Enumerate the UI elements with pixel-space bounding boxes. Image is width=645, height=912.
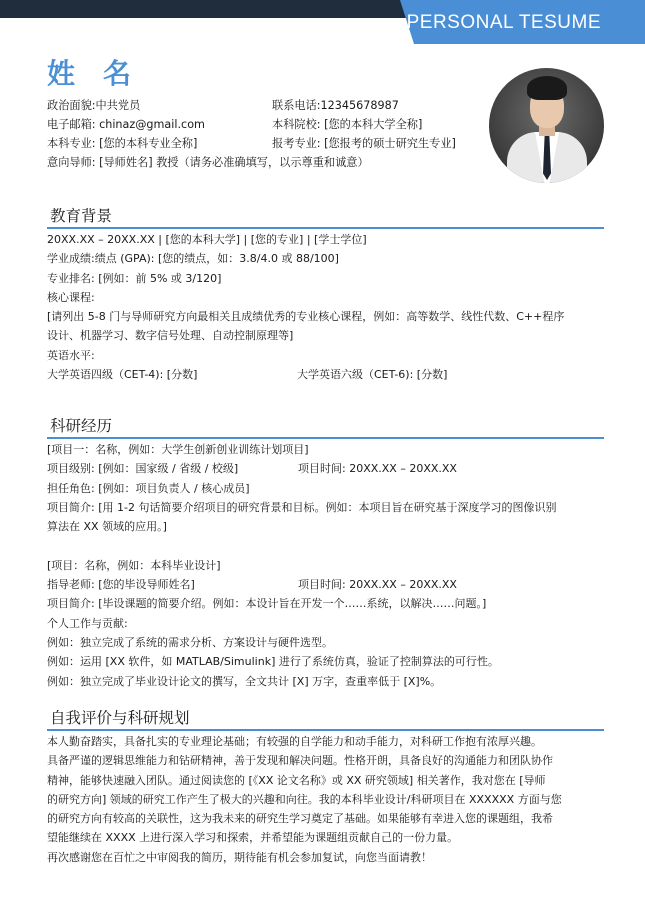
project-2-intro: 项目简介: [毕设课题的简要介绍。例如：本设计旨在开发一个……系统，以解决……问题。] — [47, 597, 487, 611]
project-1-level: 项目级别: [例如：国家级 / 省级 / 校级] — [47, 462, 239, 476]
top-dark-bar — [0, 0, 440, 18]
core-courses-line-2: 设计、机器学习、数字信号处理、自动控制原理等] — [47, 329, 294, 343]
section-title: 教育背景 — [50, 207, 113, 225]
education-section — [47, 206, 605, 384]
gpa: 学业成绩:绩点 (GPA): [您的绩点，如：3.8/4.0 或 88/100] — [47, 252, 339, 266]
research-section — [47, 416, 605, 691]
email-address: 电子邮箱: chinaz@gmail.com — [47, 118, 205, 131]
cet4-score: 大学英语四级（CET-4): [分数] — [47, 368, 198, 382]
project-2-name: [项目：名称，例如：本科毕业设计] — [47, 558, 221, 572]
project-1-name: [项目一：名称，例如：大学生创新创业训练计划项目] — [47, 443, 309, 456]
core-courses-label: 核心课程: — [47, 290, 95, 304]
self-evaluation-section — [47, 708, 605, 867]
project-1-time: 项目时间: 20XX.XX – 20XX.XX — [298, 462, 457, 476]
self-eval-line-5: 的研究方向有较高的关联性，这为我未来的研究生学习奠定了基础。如果能够有幸进入您的课题组，我希 — [47, 812, 553, 826]
project-2-example-2: 例如：运用 [XX 软件，如 MATLAB/Simulink] 进行了系统仿真，验证了控制算法的可行性。 — [47, 655, 499, 669]
project-2-time: 项目时间: 20XX.XX – 20XX.XX — [298, 578, 457, 592]
undergrad-school: 本科院校: [您的本科大学全称] — [272, 118, 423, 131]
self-eval-line-1: 本人勤奋踏实，具备扎实的专业理论基础；有较强的自学能力和动手能力，对科研工作抱有浓厚兴趣。 — [47, 735, 542, 748]
project-1-intro-line-2: 算法在 XX 领域的应用。] — [47, 520, 167, 534]
self-eval-line-2: 具备严谨的逻辑思维能力和钻研精神，善于发现和解决问题。性格开朗，具备良好的沟通能力和团队协作 — [47, 754, 553, 768]
project-2-contribution-label: 个人工作与贡献: — [47, 616, 128, 630]
phone-number: 联系电话:12345678987 — [272, 99, 399, 112]
personal-info — [47, 97, 487, 171]
education-period: 20XX.XX – 20XX.XX | [您的本科大学] | [您的专业] | [学士学位] — [47, 233, 367, 246]
undergrad-major: 本科专业: [您的本科专业全称] — [47, 137, 198, 150]
project-1-role: 担任角色: [例如：项目负责人 / 核心成员] — [47, 481, 250, 495]
self-eval-line-6: 望能继续在 XXXX 上进行深入学习和探索，并希望能为课题组贡献自己的一份力量。 — [47, 831, 459, 845]
section-title: 科研经历 — [50, 417, 113, 435]
core-courses-line-1: [请列出 5-8 门与导师研究方向最相关且成绩优秀的专业核心课程，例如：高等数学、线性代数、C++程序 — [47, 310, 565, 324]
self-eval-line-7: 再次感谢您在百忙之中审阅我的简历，期待能有机会参加复试，向您当面请教！ — [47, 850, 432, 864]
political-status: 政治面貌:中共党员 — [47, 99, 141, 112]
applicant-name: 姓名 — [47, 57, 160, 90]
section-divider — [47, 437, 604, 439]
banner-title: PERSONAL TESUME — [406, 12, 601, 33]
profile-photo — [489, 68, 604, 183]
english-label: 英语水平: — [47, 348, 95, 362]
project-1-intro-line-1: 项目简介: [用 1-2 句话简要介绍项目的研究背景和目标。例如：本项目旨在研究基于深度学习的图像识别 — [47, 500, 557, 514]
project-2-example-1: 例如：独立完成了系统的需求分析、方案设计与硬件选型。 — [47, 635, 333, 649]
project-2-example-3: 例如：独立完成了毕业设计论文的撰写，全文共计 [X] 万字，查重率低于 [X]%。 — [47, 674, 442, 688]
section-title: 自我评价与科研规划 — [50, 709, 190, 727]
section-divider — [47, 227, 604, 229]
cet6-score: 大学英语六级（CET-6): [分数] — [297, 368, 448, 382]
project-2-advisor: 指导老师: [您的毕设导师姓名] — [47, 578, 195, 592]
self-eval-line-4: 的研究方向] 领域的研究工作产生了极大的兴趣和向往。我的本科毕业设计/科研项目在 XXXXXX 方面与您 — [47, 792, 562, 806]
intended-advisor: 意向导师: [导师姓名] 教授（请务必准确填写，以示尊重和诚意） — [47, 156, 369, 169]
self-eval-line-3: 精神，能够快速融入团队。通过阅读您的 [《XX 论文名称》或 XX 研究领域] 相关著作，我对您在 [导师 — [47, 773, 546, 787]
section-divider — [47, 729, 604, 731]
target-major: 报考专业: [您报考的硕士研究生专业] — [272, 137, 456, 150]
major-rank: 专业排名: [例如：前 5% 或 3/120] — [47, 271, 222, 285]
